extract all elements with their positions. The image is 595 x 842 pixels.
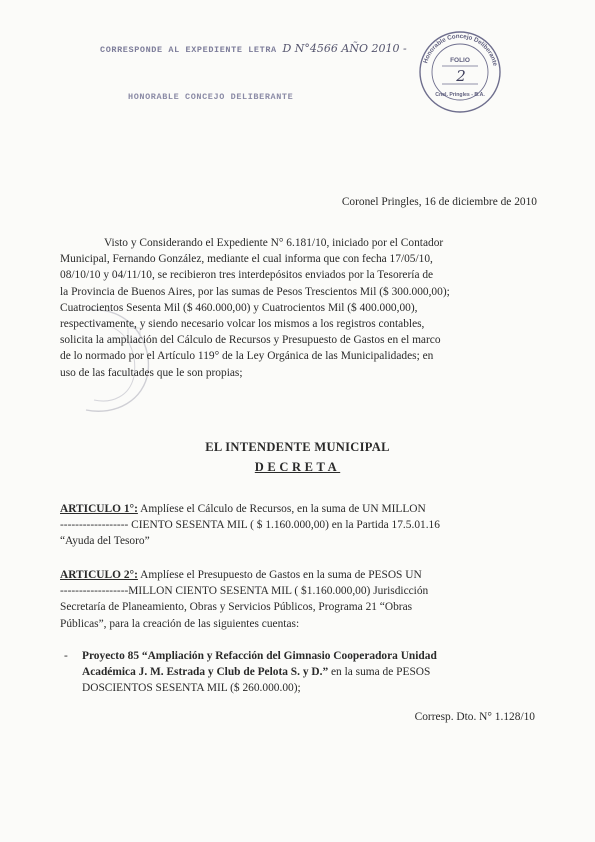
considerando-line: 08/10/10 y 04/11/10, se recibieron tres interdepósitos enviados por la Tesorería de <box>60 269 434 282</box>
folio-outer-text: Honorable Concejo Deliberante <box>422 32 499 67</box>
article-2-line: ------------------MILLON CIENTO SESENTA MIL ( $1.160.000,00) Jurisdicción <box>60 585 429 598</box>
decreta-heading-wrap <box>0 460 595 475</box>
project-title-line-1: Proyecto 85 “Ampliación y Refacción del Gimnasio Cooperadora Unidad <box>82 650 437 662</box>
article-1-label: ARTICULO 1°: <box>60 503 138 515</box>
article-1-line: ------------------ CIENTO SESENTA MIL ( $ 1.160.000,00) en la Partida 17.5.01.16 <box>60 519 440 532</box>
article-2-line: Públicas”, para la creación de las siguientes cuentas: <box>60 617 300 630</box>
article-2-label: ARTICULO 2°: <box>60 569 138 581</box>
handwritten-expediente-number: D N°4566 AÑO 2010 - <box>282 42 407 55</box>
article-1-text: Amplíese el Cálculo de Recursos, en la suma de UN MILLON <box>137 503 426 515</box>
article-1-line: “Ayuda del Tesoro” <box>60 535 150 548</box>
considerando-line: la Provincia de Buenos Aires, por las sumas de Pesos Trescientos Mil ($ 300.000,00); <box>60 285 450 298</box>
article-1 <box>60 501 538 550</box>
expediente-stamp-text: CORRESPONDE AL EXPEDIENTE LETRA <box>100 45 277 55</box>
project-amount-intro: en la suma de PESOS <box>328 666 431 679</box>
correspondence-reference: Corresp. Dto. N° 1.128/10 <box>414 711 535 723</box>
project-amount: DOSCIENTOS SESENTA MIL ($ 260.000.00); <box>82 682 301 695</box>
considerando-line: respectivamente, y siendo necesario volcar los mismos a los registros contables, <box>60 318 425 331</box>
council-stamp <box>128 92 293 102</box>
considerando-line: uso de las facultades que le son propias; <box>60 366 243 379</box>
considerando-line: solicita la ampliación del Cálculo de Recursos y Presupuesto de Gastos en el marco <box>60 334 441 347</box>
council-stamp-text: HONORABLE CONCEJO DELIBERANTE <box>128 92 294 102</box>
date-line: Coronel Pringles, 16 de diciembre de 2010 <box>341 196 537 208</box>
bullet-dash: - <box>64 650 68 662</box>
considerando-paragraph <box>60 235 538 381</box>
article-2-text: Amplíese el Presupuesto de Gastos en la suma de PESOS UN <box>137 569 422 581</box>
expediente-stamp <box>100 42 407 55</box>
article-2-line: Secretaría de Planeamiento, Obras y Servicios Públicos, Programa 21 “Obras <box>60 601 413 614</box>
considerando-line: Municipal, Fernando González, mediante el cual informa que con fecha 17/05/10, <box>60 253 433 266</box>
folio-label: FOLIO <box>450 57 470 64</box>
considerando-line: Cuatrocientos Sesenta Mil ($ 460.000,00) y Cuatrocientos Mil ($ 400.000,00), <box>60 301 418 314</box>
considerando-line: de lo normado por el Artículo 119° de la Ley Orgánica de las Municipalidades; en <box>60 350 434 363</box>
project-title-line-2: Académica J. M. Estrada y Club de Pelota S. y D.” <box>82 666 329 679</box>
article-2 <box>60 567 538 632</box>
considerando-line: Visto y Considerando el Expediente N° 6.181/10, iniciado por el Contador <box>104 237 444 249</box>
decreta-heading: DECRETA <box>254 460 341 474</box>
document-title: EL INTENDENTE MUNICIPAL <box>205 440 390 454</box>
folio-number: 2 <box>456 67 466 85</box>
project-list-item <box>64 648 542 697</box>
folio-seal <box>418 30 502 114</box>
folio-location: Cnel. Pringles - B.A. <box>435 92 485 98</box>
folio-seal-graphic <box>418 30 502 114</box>
